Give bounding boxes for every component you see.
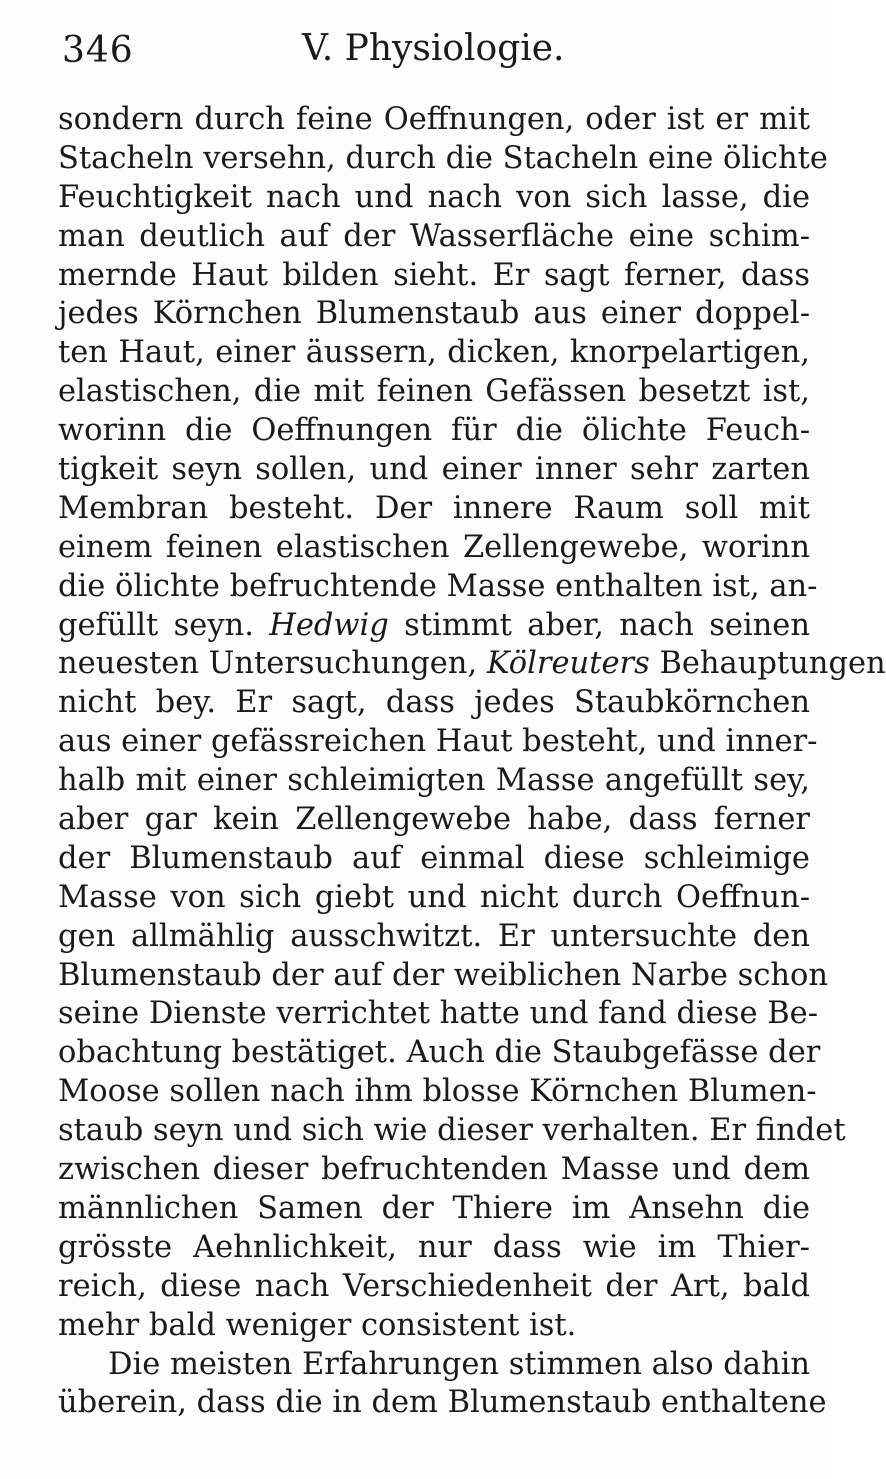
text-line: aber gar kein Zellengewebe habe, dass ferner <box>58 802 810 838</box>
text-line: aus einer gefässreichen Haut besteht, und inner- <box>58 724 818 760</box>
text-segment: neuesten Untersuchungen, <box>58 646 487 682</box>
text-line: obachtung bestätiget. Auch die Staubgefässe der <box>58 1035 821 1071</box>
text-line: zwischen dieser befruchtenden Masse und dem <box>58 1152 810 1188</box>
text-segment: gefüllt seyn. <box>58 607 270 643</box>
text-line: ten Haut, einer äussern, dicken, knorpelartigen, <box>58 335 810 371</box>
author-name-hedwig: Hedwig <box>269 607 389 643</box>
text-line: Membran besteht. Der innere Raum soll mit <box>58 490 810 526</box>
text-line: Feuchtigkeit nach und nach von sich lasse, die <box>58 179 810 215</box>
text-line: der Blumenstaub auf einmal diese schleimige <box>58 840 810 876</box>
text-line-hedwig <box>58 607 810 646</box>
text-line: reich, diese nach Verschiedenheit der Art, bald <box>58 1268 810 1304</box>
text-line: man deutlich auf der Wasserfläche eine schim- <box>58 218 810 254</box>
text-line: gen allmählig ausschwitzt. Er untersuchte den <box>58 918 810 954</box>
text-line-kolreuter <box>58 645 886 684</box>
body-text <box>58 101 886 1423</box>
text-line: jedes Körnchen Blumenstaub aus einer doppel- <box>58 296 810 332</box>
text-line: Stacheln versehn, durch die Stacheln eine ölichte <box>58 140 828 176</box>
text-line: nicht bey. Er sagt, dass jedes Staubkörnchen <box>58 685 810 721</box>
text-line: einem feinen elastischen Zellengewebe, worinn <box>58 529 810 565</box>
text-line: staub seyn und sich wie dieser verhalten. Er findet <box>58 1113 846 1149</box>
text-line: überein, dass die in dem Blumenstaub enthaltene <box>58 1385 827 1421</box>
text-line: halb mit einer schleimigten Masse angefüllt sey, <box>58 763 810 799</box>
text-line: männlichen Samen der Thiere im Ansehn die <box>58 1190 810 1226</box>
text-line: sondern durch feine Oeffnungen, oder ist er mit <box>58 102 810 137</box>
text-line: Moose sollen nach ihm blosse Körnchen Blumen- <box>58 1074 817 1110</box>
text-segment: stimmt aber, nach seinen <box>388 607 810 643</box>
text-line: worinn die Oeffnungen für die ölichte Feuch- <box>58 413 810 449</box>
page-number: 346 <box>62 30 134 71</box>
text-line: die ölichte befruchtende Masse enthalten ist, an- <box>58 568 818 604</box>
text-line: Blumenstaub der auf der weiblichen Narbe schon <box>58 957 829 993</box>
paragraph-end-line: mehr bald weniger consistent ist. <box>58 1307 577 1343</box>
paragraph-start-line: Die meisten Erfahrungen stimmen also dahin <box>108 1346 811 1382</box>
page-header <box>62 22 810 82</box>
text-line: Masse von sich giebt und nicht durch Oeffnun- <box>58 879 810 915</box>
text-line: elastischen, die mit feinen Gefässen besetzt ist, <box>58 374 810 410</box>
text-line: tigkeit seyn sollen, und einer inner sehr zarten <box>58 452 810 488</box>
text-line: mernde Haut bilden sieht. Er sagt ferner, dass <box>58 257 810 293</box>
author-name-kolreuter: Kölreuters <box>486 646 650 682</box>
text-segment: Behauptungen <box>649 646 886 682</box>
text-line: grösste Aehnlichkeit, nur dass wie im Thier- <box>58 1229 810 1265</box>
running-head: V. Physiologie. <box>302 28 565 69</box>
text-line: seine Dienste verrichtet hatte und fand diese Be- <box>58 996 818 1032</box>
